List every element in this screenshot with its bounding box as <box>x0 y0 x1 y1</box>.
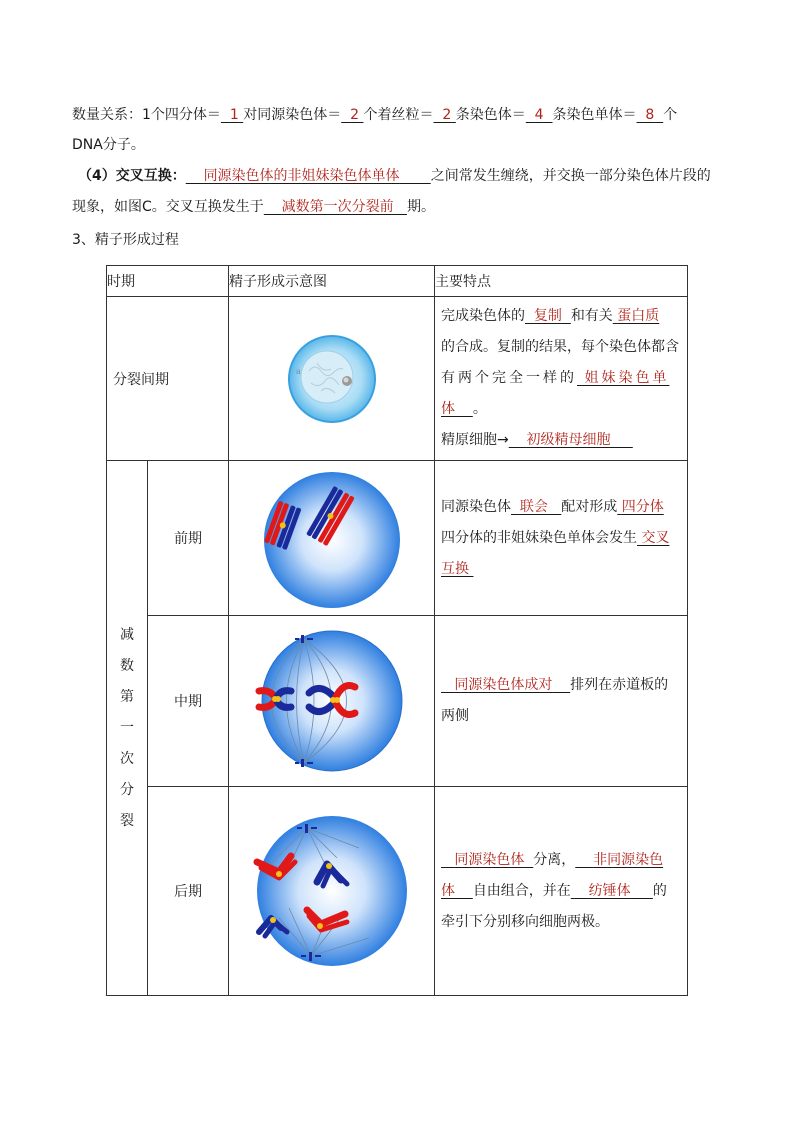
table-row-anaphase <box>107 787 688 996</box>
crossover-text-3: 期。 <box>406 199 435 215</box>
crossover-answer-1: 同源染色体的非姐妹染色体单体 <box>203 168 400 184</box>
quantity-relation-line-2 <box>72 134 145 154</box>
metaphase-cell-image <box>229 617 435 785</box>
features-prophase: 同源染色体 联会 配对形成 四分体 四分体的非姐妹染色单体会发生 交叉 互换 <box>435 461 688 616</box>
stage-metaphase: 中期 <box>148 616 229 787</box>
quantity-answer-1: 1 <box>229 107 239 123</box>
crossover-label: （4）交叉互换： <box>78 168 186 184</box>
table-row-metaphase <box>107 616 688 787</box>
section-title: 3、精子形成过程 <box>72 232 179 248</box>
features-metaphase: 同源染色体成对 排列在赤道板的 两侧 <box>435 616 688 787</box>
quantity-text-2: 对同源染色体＝ <box>243 107 342 123</box>
svg-text:a: a <box>296 367 301 376</box>
header-period: 时期 <box>107 266 229 297</box>
crossover-text-2: 现象，如图C。交叉互换发生于 <box>72 199 264 215</box>
quantity-text-1: 数量关系：1个四分体＝ <box>72 107 221 123</box>
table-row-interphase <box>107 297 688 461</box>
quantity-answer-4: 4 <box>534 107 544 123</box>
diagram-anaphase <box>229 787 435 996</box>
quantity-text-4: 条染色体＝ <box>455 107 526 123</box>
stage-anaphase: 后期 <box>148 787 229 996</box>
crossover-line-2 <box>72 196 435 216</box>
diagram-interphase <box>229 297 435 461</box>
quantity-text-7: DNA分子。 <box>72 137 145 153</box>
features-anaphase: 同源染色体 分离， 非同源染色 体 自由组合，并在 纺锤体 的 牵引下分别移向细胞两极。 <box>435 787 688 996</box>
quantity-text-5: 条染色单体＝ <box>552 107 637 123</box>
table-row-prophase <box>107 461 688 616</box>
diagram-prophase <box>229 461 435 616</box>
quantity-text-6: 个 <box>663 107 678 123</box>
quantity-answer-3: 2 <box>442 107 452 123</box>
features-interphase: 完成染色体的 复制 和有关 蛋白质 的合成。复制的结果，每个染色体都含 有两个完全一样的 姐妹染色单 体 。 精原细胞→ 初级精母细胞 <box>435 297 688 461</box>
quantity-answer-2: 2 <box>350 107 360 123</box>
interphase-cell-image <box>229 301 435 456</box>
stage-prophase: 前期 <box>148 461 229 616</box>
quantity-relation-line <box>72 104 677 124</box>
crossover-line <box>78 165 711 185</box>
stage-interphase: 分裂间期 <box>107 297 229 461</box>
meiosis1-label: 减 数 第 一 次 分 裂 <box>107 461 148 996</box>
table-header-row <box>107 266 688 297</box>
diagram-metaphase <box>229 616 435 787</box>
prophase-cell-image <box>229 462 435 615</box>
spermatogenesis-table <box>106 265 688 996</box>
crossover-text-1: 之间常发生缠绕，并交换一部分染色体片段的 <box>430 168 711 184</box>
quantity-answer-5: 8 <box>645 107 655 123</box>
quantity-text-3: 个着丝粒＝ <box>363 107 434 123</box>
anaphase-cell-image <box>229 788 435 994</box>
crossover-answer-2: 减数第一次分裂前 <box>281 199 394 215</box>
header-features: 主要特点 <box>435 266 688 297</box>
header-diagram: 精子形成示意图 <box>229 266 435 297</box>
